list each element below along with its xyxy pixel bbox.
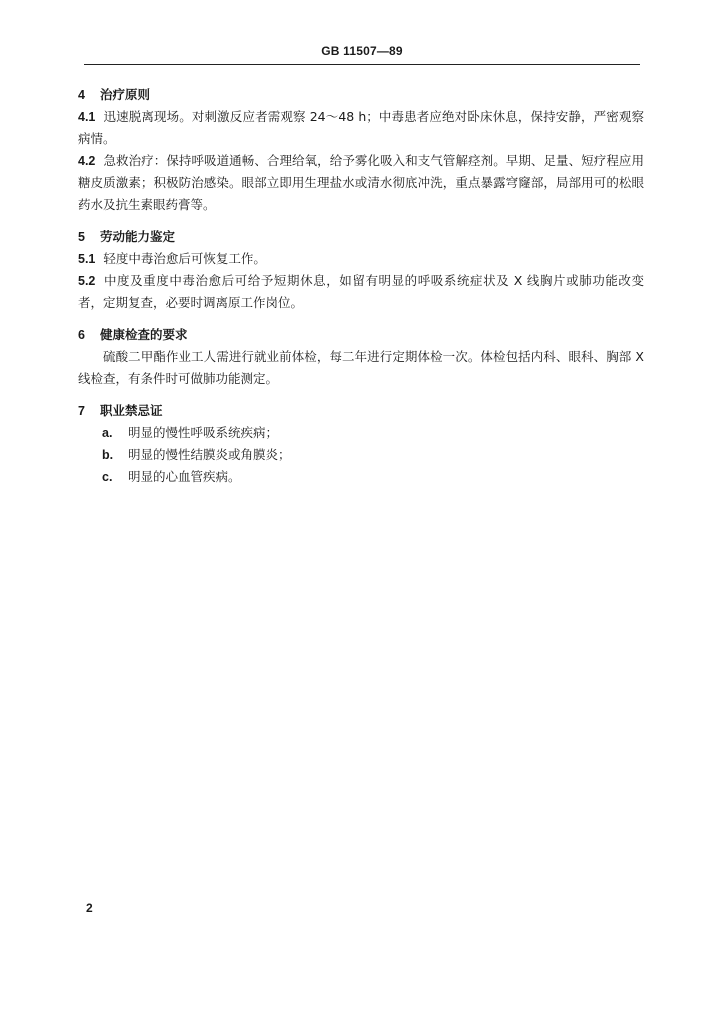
list-item: [78, 466, 644, 488]
list-marker: a.: [102, 426, 113, 440]
section-number: 5: [78, 230, 85, 244]
section-6-paragraph: 硫酸二甲酯作业工人需进行就业前体检，每二年进行定期体检一次。体检包括内科、眼科、胸部 X 线检查，有条件时可做肺功能测定。: [78, 349, 644, 386]
list-item-text: 明显的慢性结膜炎或角膜炎；: [128, 447, 291, 462]
section-number: 6: [78, 328, 85, 342]
page-number: 2: [86, 901, 93, 915]
section-title: 劳动能力鉴定: [100, 229, 176, 244]
section-5-heading: [78, 226, 644, 248]
list-marker: b.: [102, 448, 114, 462]
section-title: 治疗原则: [100, 87, 151, 102]
section-title: 职业禁忌证: [100, 403, 163, 418]
clause-4-2: [78, 150, 644, 216]
section-6-heading: [78, 324, 644, 346]
clause-number: 4.2: [78, 154, 96, 168]
clause-number: 5.1: [78, 252, 96, 266]
standard-code-header: GB 11507—89: [321, 44, 403, 58]
section-4-heading: [78, 84, 644, 106]
list-item: [78, 444, 644, 466]
header-rule: [84, 64, 640, 65]
section-number: 4: [78, 88, 85, 102]
clause-5-2: [78, 270, 644, 314]
clause-text: 迅速脱离现场。对刺激反应者需观察 24～48 h；中毒患者应绝对卧床休息，保持安静，严密观察病情。: [78, 109, 644, 146]
clause-number: 5.2: [78, 274, 96, 288]
list-marker: c.: [102, 470, 113, 484]
clause-5-1: [78, 248, 644, 270]
clause-number: 4.1: [78, 110, 96, 124]
clause-text: 急救治疗：保持呼吸道通畅、合理给氧，给予雾化吸入和支气管解痉剂。早期、足量、短疗程应用糖皮质激素；积极防治感染。眼部立即用生理盐水或清水彻底冲洗，重点暴露穹窿部，局部用可的松眼药水及抗生素眼药膏等。: [78, 153, 644, 212]
list-item-text: 明显的心血管疾病。: [128, 469, 241, 484]
list-item-text: 明显的慢性呼吸系统疾病；: [128, 425, 279, 440]
section-title: 健康检查的要求: [100, 327, 188, 342]
section-number: 7: [78, 404, 85, 418]
clause-text: 轻度中毒治愈后可恢复工作。: [103, 251, 266, 266]
clause-4-1: [78, 106, 644, 150]
document-body: [78, 84, 644, 488]
clause-text: 中度及重度中毒治愈后可给予短期休息，如留有明显的呼吸系统症状及 X 线胸片或肺功能改变者，定期复查，必要时调离原工作岗位。: [78, 273, 644, 310]
list-item: [78, 422, 644, 444]
section-7-heading: [78, 400, 644, 422]
